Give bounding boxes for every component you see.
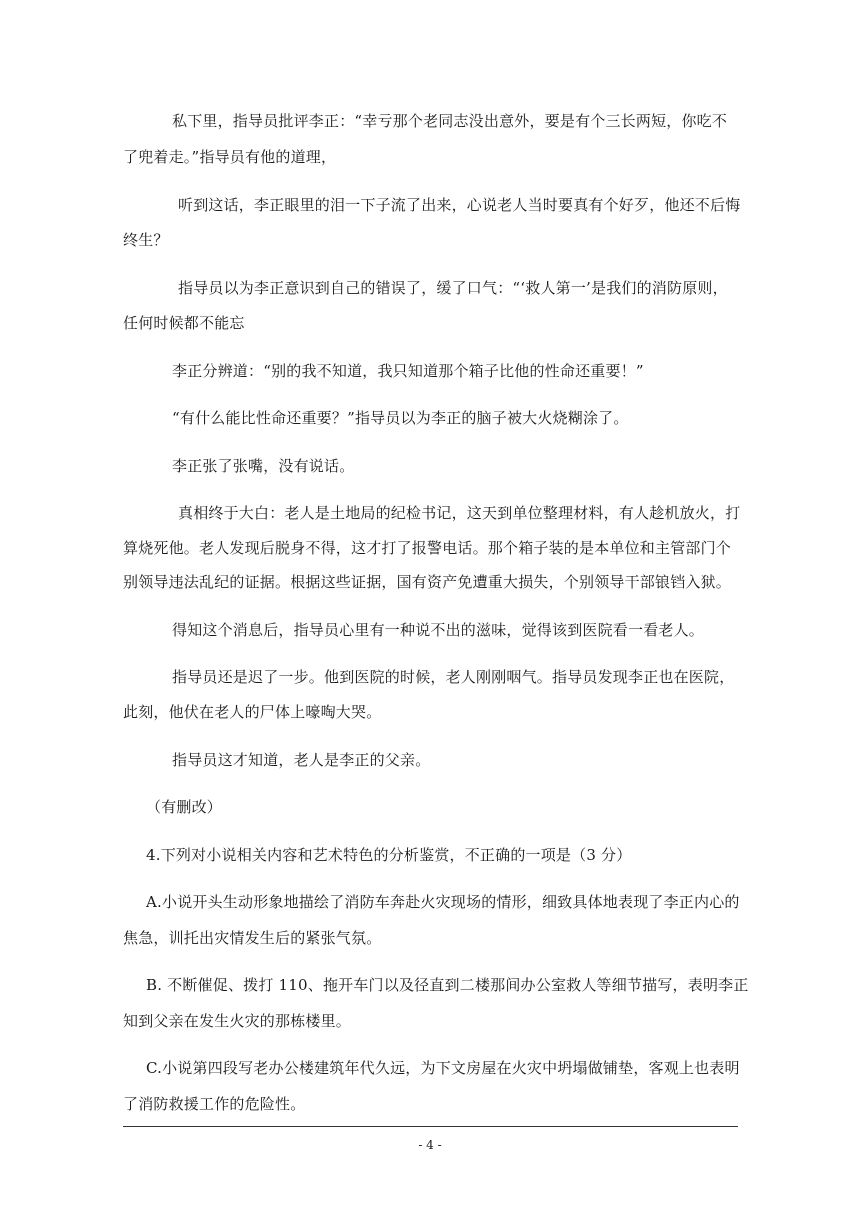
text-line: 李正张了张嘴，没有说话。 <box>172 457 355 475</box>
option-a-cont: 焦急，训托出灾情发生后的紧张气氛。 <box>123 929 382 947</box>
question-stem: 4.下列对小说相关内容和艺术特色的分析鉴赏，不正确的一项是（3 分） <box>146 846 632 864</box>
text-line: 真相终于大白：老人是土地局的纪检书记，这天到单位整理材料，有人趁机放火，打 <box>178 504 741 522</box>
text-line: 此刻，他伏在老人的尸体上嚎啕大哭。 <box>123 703 382 721</box>
text-line: （有删改） <box>146 798 223 816</box>
text-line: 李正分辨道：“别的我不知道，我只知道那个箱子比他的性命还重要！” <box>172 362 644 380</box>
text-line: 终生？ <box>123 231 169 249</box>
text-line: 了兜着走。”指导员有他的道理， <box>123 148 337 166</box>
text-line: 指导员以为李正意识到自己的错误了，缓了口气：“‘救人第一’是我们的消防原则， <box>178 279 728 297</box>
option-b: B. 不断催促、拨打 110、拖开车门以及径直到二楼那间办公室救人等细节描写，表明李正 <box>146 976 749 994</box>
option-c: C.小说第四段写老办公楼建筑年代久远，为下文房屋在火灾中坍塌做铺垫，客观上也表明 <box>146 1059 740 1077</box>
text-line: 指导员还是迟了一步。他到医院的时候，老人刚刚咽气。指导员发现李正也在医院， <box>172 668 735 686</box>
footer-divider <box>123 1126 738 1127</box>
text-line: 别领导违法乱纪的证据。根据这些证据，国有资产免遭重大损失，个别领导干部锒铛入狱。 <box>123 573 732 591</box>
text-line: 算烧死他。老人发现后脱身不得，这才打了报警电话。那个箱子装的是本单位和主管部门个 <box>123 539 732 557</box>
text-line: 私下里，指导员批评李正：“幸亏那个老同志没出意外，要是有个三长两短，你吃不 <box>172 112 728 130</box>
option-b-cont: 知到父亲在发生火灾的那栋楼里。 <box>123 1012 352 1030</box>
option-a: A.小说开头生动形象地描绘了消防车奔赴火灾现场的情形，细致具体地表现了李正内心的 <box>146 893 740 911</box>
text-line: 指导员这才知道，老人是李正的父亲。 <box>172 751 431 769</box>
option-c-cont: 了消防救援工作的危险性。 <box>123 1095 306 1113</box>
text-line: 听到这话，李正眼里的泪一下子流了出来，心说老人当时要真有个好歹，他还不后悔 <box>178 196 741 214</box>
page-number: - 4 - <box>418 1138 442 1152</box>
text-line: “有什么能比性命还重要？”指导员以为李正的脑子被大火烧糊涂了。 <box>172 409 629 427</box>
text-line: 任何时候都不能忘 <box>123 314 245 332</box>
text-line: 得知这个消息后，指导员心里有一种说不出的滋味，觉得该到医院看一看老人。 <box>172 621 705 639</box>
